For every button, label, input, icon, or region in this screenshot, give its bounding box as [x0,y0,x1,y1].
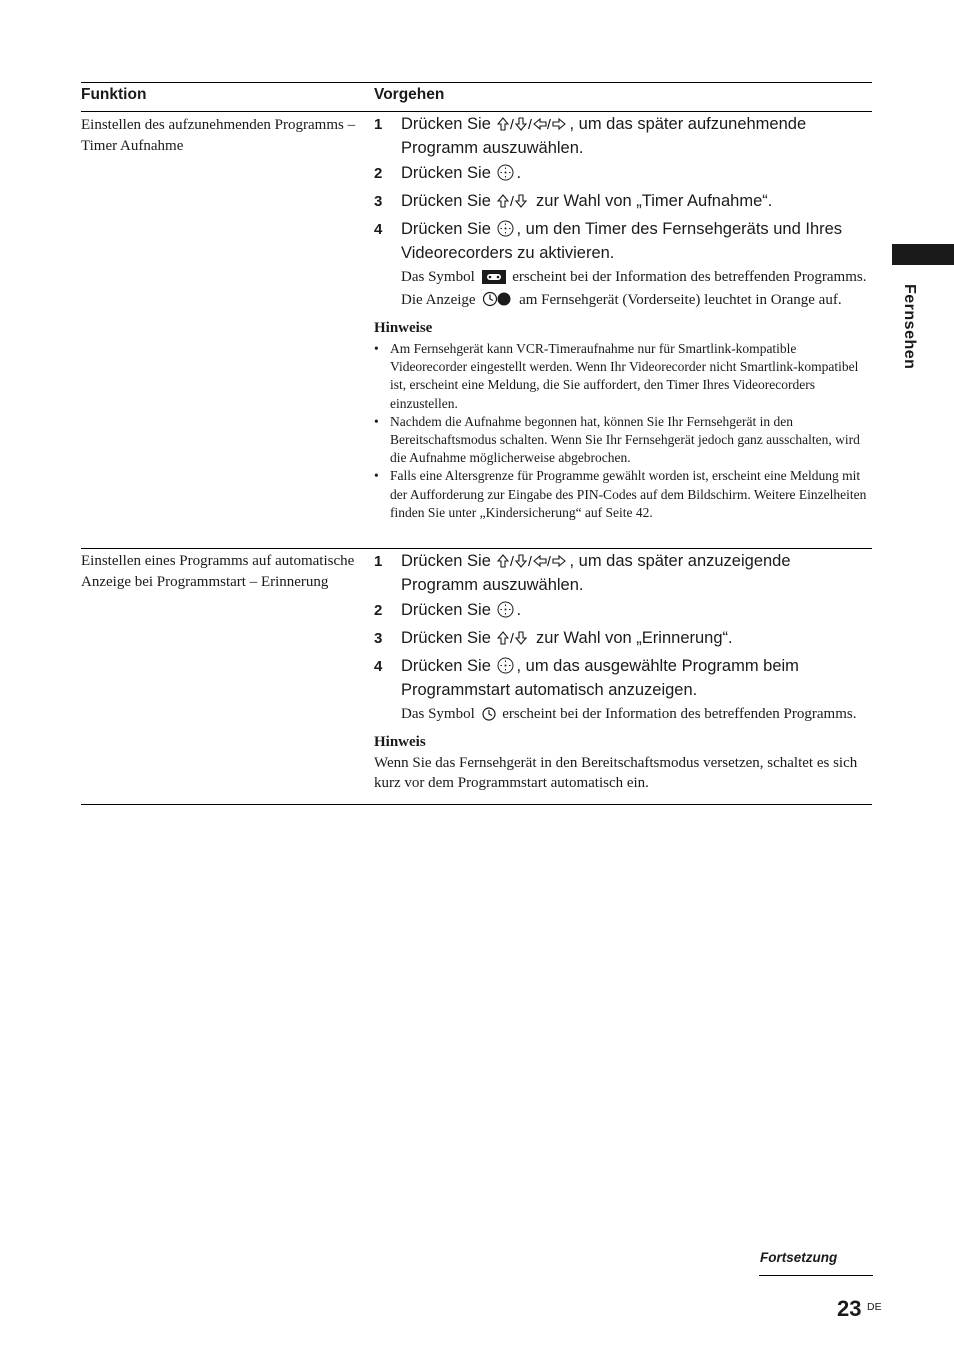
page-language-code: DE [867,1301,882,1313]
row1-step-2: 2 Drücken Sie . [374,163,872,187]
ok-button-icon [497,601,514,624]
svg-text:/: / [510,631,515,646]
row2-hint-text: Wenn Sie das Fernsehgerät in den Bereitschaftsmodus versetzen, schaltet es sich kurz vor dem Programmstart automatisch ein. [374,755,858,791]
up-down-left-right-arrows-icon [497,117,567,138]
svg-text:/: / [510,194,515,209]
page-number: 23 [837,1296,862,1321]
svg-text:/: / [528,117,533,132]
up-down-arrows-icon [497,194,529,215]
row1-note: Das Symbol erscheint bei der Information des betreffenden Programms. Die Anzeige am Fernsehgerät (Vorderseite) leuchtet in Orange auf. [374,267,872,313]
row2-step-3: 3 Drücken Sie / zur Wahl von „Erinnerung“. [374,628,872,652]
ok-button-icon [497,220,514,243]
svg-text:/: / [510,554,515,569]
row1-step-4: 4 Drücken Sie , um den Timer des Fernsehgeräts und Ihres Videorecorders zu aktivieren. [374,220,843,262]
list-item: • Am Fernsehgerät kann VCR-Timeraufnahme nur für Smartlink-kompatible Videorecorder eingestellt werden. Wenn Ihr Videorecorder nicht Smartlink-kompatibel ist, erscheint eine Meldung, die Sie auffordert, den Timer Ihres Videorecorders einzustellen. [374,341,859,411]
list-item: • Falls eine Altersgrenze für Programme gewählt worden ist, erscheint eine Meldung mit der Aufforderung zur Eingabe des PIN-Codes auf dem Bildschirm. Weitere Einzelheiten finden Sie unter „Kindersicherung“ auf Seite 42. [374,468,867,520]
column-header-procedure: Vorgehen [374,86,445,103]
up-down-arrows-icon [497,631,529,652]
list-item: • Nachdem die Aufnahme begonnen hat, können Sie Ihr Fernsehgerät in den Bereitschaftsmodus schalten. Wenn Sie Ihr Fernsehgerät jedoch ganz ausschalten, wird die Aufnahme möglicherweise abgebrochen. [374,413,860,466]
row1-procedure [374,114,872,522]
column-header-function: Funktion [81,86,147,103]
svg-text:/: / [528,554,533,569]
svg-text:/: / [510,117,515,132]
table-bottom-rule [81,804,872,805]
vcr-cassette-icon [482,270,506,290]
row1-hints-list [374,340,872,522]
row1-step-3: 3 Drücken Sie / zur Wahl von „Timer Aufnahme“. [374,191,872,215]
table-top-rule [81,82,872,83]
table-row-rule [81,548,872,549]
row2-step-1: 1 Drücken Sie / / / , um das später anzuzeigende Programm auszuwählen. [374,552,791,594]
row2-hint-title: Hinweis [374,734,426,750]
row2-note: Das Symbol erscheint bei der Information des betreffenden Programms. [374,704,872,727]
up-down-left-right-arrows-icon [497,554,567,575]
row1-hints-title: Hinweise [374,320,433,336]
continuation-rule [759,1275,873,1276]
ok-button-icon [497,657,514,680]
section-tab-label: Fernsehen [901,284,918,370]
continuation-label: Fortsetzung [760,1250,838,1265]
row1-function: Einstellen des aufzunehmenden Programms – Timer Aufnahme [81,117,356,154]
row1-step-1: 1 Drücken Sie / / / , um das später aufzunehmende Programm auszuwählen. [374,115,807,157]
svg-text:/: / [547,117,552,132]
table-header-rule [81,111,872,112]
row2-step-2: 2 Drücken Sie . [374,600,872,624]
timer-lamp-icon [482,291,512,313]
section-tab-marker [892,244,954,265]
row2-function: Einstellen eines Programms auf automatische Anzeige bei Programmstart – Erinnerung [81,553,355,590]
ok-button-icon [497,164,514,187]
row2-procedure [374,551,872,793]
timer-clock-icon [482,707,496,727]
svg-text:/: / [547,554,552,569]
row2-step-4: 4 Drücken Sie , um das ausgewählte Programm beim Programmstart automatisch anzuzeigen. [374,657,799,699]
